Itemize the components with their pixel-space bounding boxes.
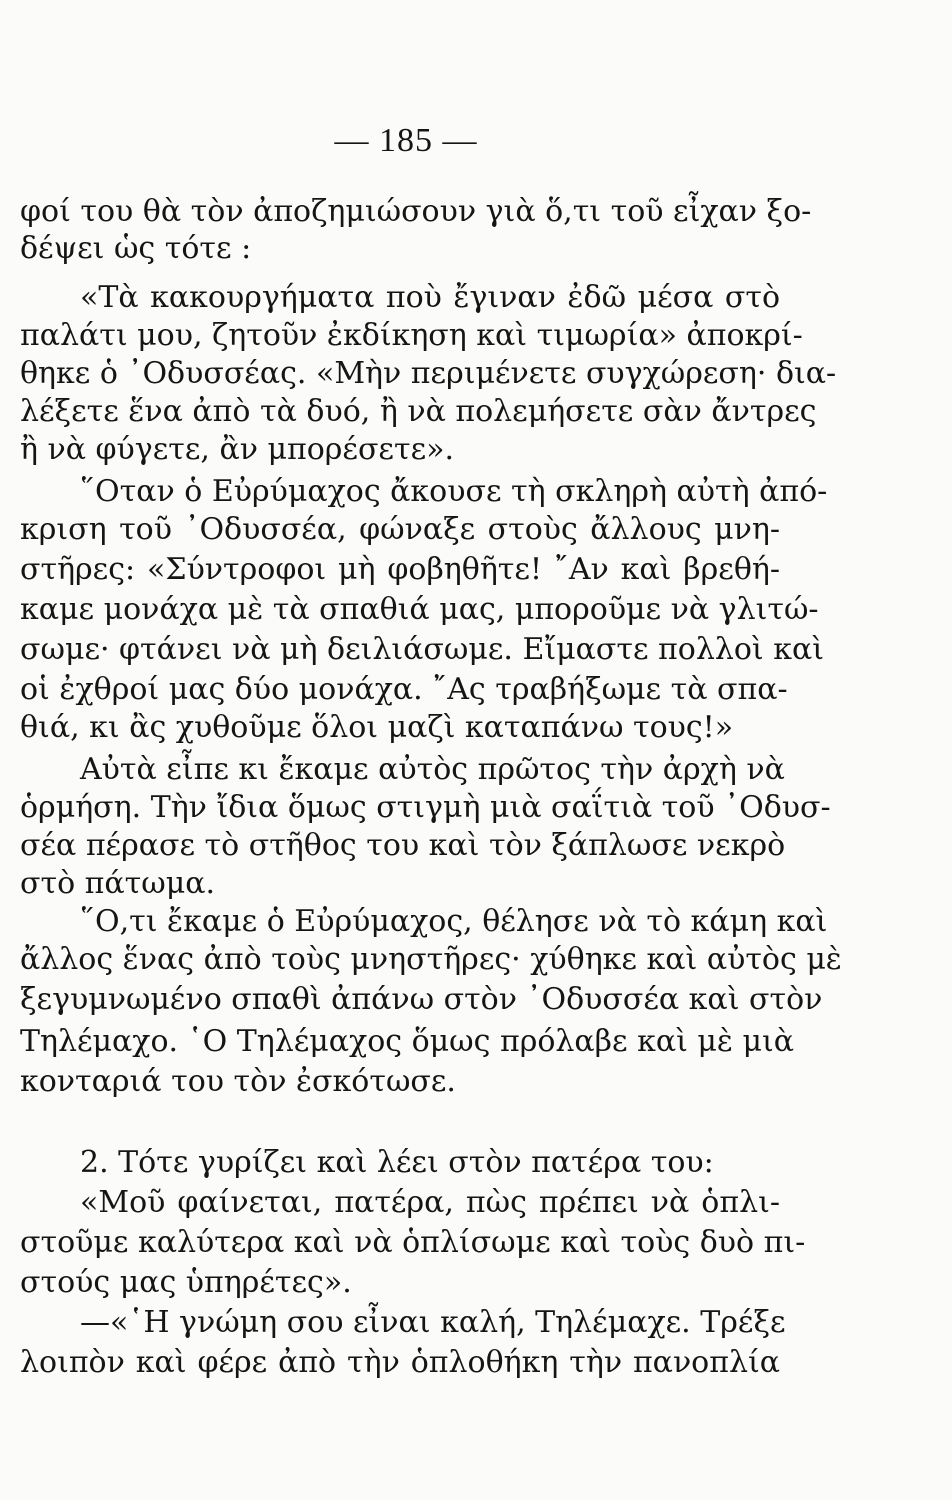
text-line: σωμε· φτάνει νὰ μὴ δειλιάσωμε. Εἴμαστε πολλοὶ καὶ [20,632,824,667]
text-line: καμε μονάχα μὲ τὰ σπαθιά μας, μποροῦμε νὰ γλιτώ- [20,592,819,627]
text-line: θιά, κι ἂς χυθοῦμε ὅλοι μαζὶ καταπάνω τους!» [20,710,734,745]
text-line: Αὐτὰ εἶπε κι ἔκαμε αὐτὸς πρῶτος τὴν ἀρχὴ νὰ [80,752,785,787]
text-line: οἱ ἐχθροί μας δύο μονάχα. ῎Ας τραβήξωμε τὰ σπα- [20,672,788,707]
text-line: θηκε ὁ ᾿Οδυσσέας. «Μὴν περιμένετε συγχώρεση· δια- [20,356,837,391]
text-line: στῆρες: «Σύντροφοι μὴ φοβηθῆτε! ῎Αν καὶ βρεθή- [20,552,780,587]
text-line: ἄλλος ἕνας ἀπὸ τοὺς μνηστῆρες· χύθηκε καὶ αὐτὸς μὲ [20,942,842,977]
text-line: ὁρμήση. Τὴν ἴδια ὅμως στιγμὴ μιὰ σαΐτιὰ τοῦ ᾿Οδυσ- [20,790,831,825]
text-line: κριση τοῦ ᾿Οδυσσέα, φώναξε στοὺς ἄλλους μνη- [20,512,780,547]
page-number: — 185 — [334,122,478,159]
text-line: «Μοῦ φαίνεται, πατέρα, πὼς πρέπει νὰ ὁπλι- [80,1185,780,1220]
text-line: —«῾Η γνώμη σου εἶναι καλή, Τηλέμαχε. Τρέξε [80,1305,786,1340]
text-line: στὸ πάτωμα. [20,866,215,901]
text-line: ξεγυμνωμένο σπαθὶ ἀπάνω στὸν ᾿Οδυσσέα καὶ στὸν [20,982,823,1017]
text-line: φοί του θὰ τὸν ἀποζημιώσουν γιὰ ὅ,τι τοῦ εἶχαν ξο- [20,194,812,229]
text-line: Τηλέμαχο. ῾Ο Τηλέμαχος ὅμως πρόλαβε καὶ μὲ μιὰ [20,1024,795,1059]
text-line: κονταριά του τὸν ἐσκότωσε. [20,1064,456,1099]
text-line: στούς μας ὑπηρέτες». [20,1265,352,1300]
text-line: ἢ νὰ φύγετε, ἂν μπορέσετε». [20,432,455,467]
text-line: στοῦμε καλύτερα καὶ νὰ ὁπλίσωμε καὶ τοὺς δυὸ πι- [20,1225,806,1260]
text-line: 2. Τότε γυρίζει καὶ λέει στὸν πατέρα του: [80,1145,714,1180]
text-line: ῞Ο,τι ἔκαμε ὁ Εὐρύμαχος, θέλησε νὰ τὸ κάμη καὶ [80,904,828,939]
text-line: ῞Οταν ὁ Εὐρύμαχος ἄκουσε τὴ σκληρὴ αὐτὴ ἀπό- [80,474,828,509]
text-line: παλάτι μου, ζητοῦν ἐκδίκηση καὶ τιμωρία» ἀποκρί- [20,318,803,353]
text-line: «Τὰ κακουργήματα ποὺ ἔγιναν ἐδῶ μέσα στὸ [80,280,780,315]
text-line: λέξετε ἕνα ἀπὸ τὰ δυό, ἢ νὰ πολεμήσετε σὰν ἄντρες [20,394,817,429]
text-line: λοιπὸν καὶ φέρε ἀπὸ τὴν ὁπλοθήκη τὴν πανοπλία [20,1345,780,1380]
text-line: δέψει ὡς τότε : [20,231,252,266]
text-line: σέα πέρασε τὸ στῆθος του καὶ τὸν ξάπλωσε νεκρὸ [20,828,786,863]
